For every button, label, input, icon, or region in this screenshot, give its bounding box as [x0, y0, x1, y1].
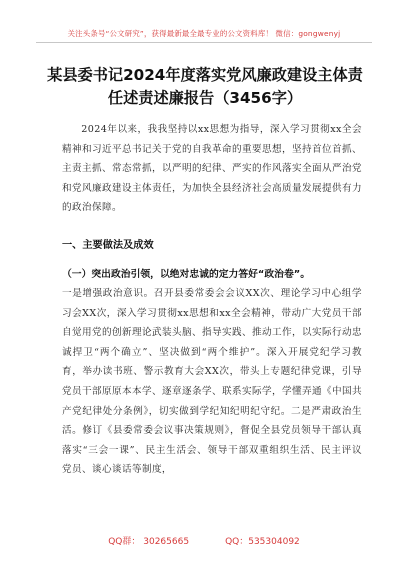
footer-qq-group: QQ群： 30265665: [108, 537, 190, 547]
body-paragraph: 一是增强政治意识。召开县委常委会会议XX次、理论学习中心组学习会XX次，深入学习贯彻xx思想和xx全会精神，带动广大党员干部自觉用党的创新理论武装头脑、指导实践、推动工作，以实际行动忠诚捍卫“两个确立”、坚决做到“两个维护”。深入开展党纪学习教育，举办读书班、警示教育大会XX次，带头上专题纪律党课，引导党员干部原原本本学、逐章逐条学、联系实际学，学懂弄通《中国共产党纪律处分条例》，切实做到学纪知纪明纪守纪。二是严肃政治生活。修订《县委常委会议事决策规则》，督促全县党员领导干部认真落实“三会一课”、民主生活会、领导干部双重组织生活、民主评议党员、谈心谈话等制度，: [62, 288, 362, 476]
header-divider: [36, 42, 372, 43]
intro-paragraph: 2024年以来，我我坚持以xx思想为指导，深入学习贯彻xx全会精神和习近平总书记关于党的自我革命的重要思想，坚持首位首抓、主责主抓、常态常抓，以严明的纪律、严实的作风落实全面从严治党和党风廉政建设主体责任，为加快全县经济社会高质量发展提供有力的政治保障。: [62, 124, 362, 214]
footer-qq: QQ：535304092: [225, 537, 300, 547]
footer-contact: [0, 534, 408, 547]
promo-banner: 关注头条号“公文研究”，获得最新最全最专业的公文资料库！ 微信：gongwenyj: [67, 29, 341, 38]
document-title: 某县委书记2024年度落实党风廉政建设主体责任述责述廉报告（3456字）: [47, 66, 363, 107]
sub-heading: （一）突出政治引领，以绝对忠诚的定力答好“政治卷”。: [62, 269, 311, 280]
section-heading: 一、主要做法及成效: [62, 240, 154, 251]
